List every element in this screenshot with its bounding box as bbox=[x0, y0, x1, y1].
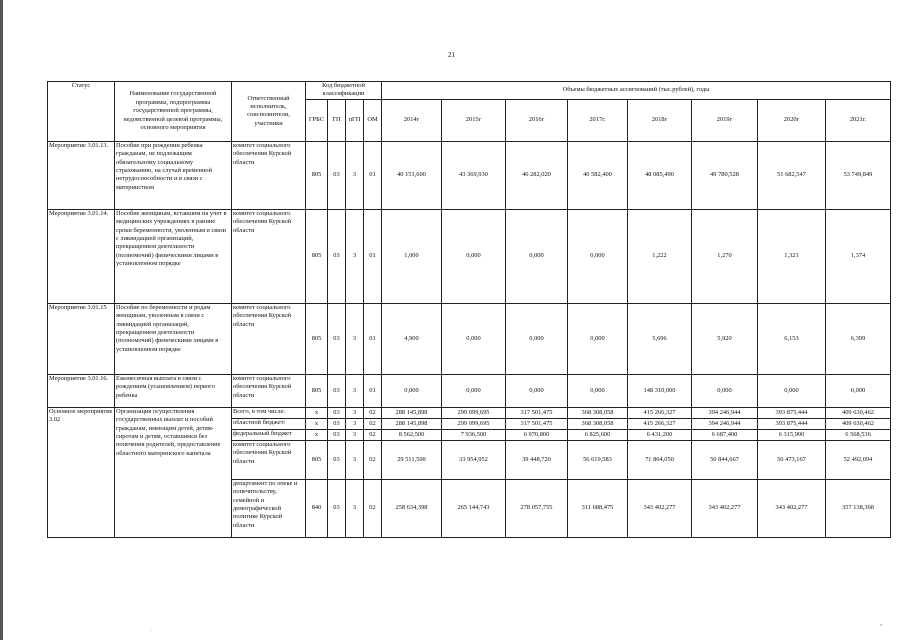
cell-code: х bbox=[306, 418, 328, 429]
cell-value: 394 246,944 bbox=[692, 407, 758, 418]
scan-noise: ° bbox=[880, 624, 883, 630]
cell-code: 03 bbox=[328, 374, 346, 407]
header-year: 2015г bbox=[442, 99, 506, 141]
cell-name: Пособие при рождении ребенка гражданам, не подлежащим обязательному социальному страхованию, на случай временной нетрудоспособности и в связи с материнством bbox=[115, 141, 232, 209]
cell-responsible: департамент по опеке и попечительству, семейной и демографической политике Курской области bbox=[232, 479, 306, 537]
cell-value: 33 954,952 bbox=[442, 440, 506, 479]
table-body bbox=[48, 141, 891, 537]
cell-code: 3 bbox=[346, 141, 364, 209]
cell-code: 805 bbox=[306, 303, 328, 374]
cell-value: 317 501,475 bbox=[506, 418, 568, 429]
cell-value: 6 431,200 bbox=[628, 429, 692, 440]
cell-value: 0,000 bbox=[506, 209, 568, 303]
cell-value: 6 825,600 bbox=[568, 429, 628, 440]
cell-value: 1,000 bbox=[382, 209, 442, 303]
header-responsible: Ответственный исполнитель, соисполнители, участники bbox=[232, 82, 306, 142]
header-code-col: ГРБС bbox=[306, 99, 328, 141]
cell-value: 8 562,500 bbox=[382, 429, 442, 440]
table-row bbox=[48, 407, 891, 418]
header-status: Статус bbox=[48, 82, 115, 142]
cell-value: 50 844,667 bbox=[692, 440, 758, 479]
cell-value: 0,000 bbox=[758, 374, 826, 407]
cell-code: 02 bbox=[364, 440, 382, 479]
cell-value: 311 688,475 bbox=[568, 479, 628, 537]
cell-value: 29 511,500 bbox=[382, 440, 442, 479]
cell-value: 4,900 bbox=[382, 303, 442, 374]
cell-value: 1,270 bbox=[692, 209, 758, 303]
cell-code: 3 bbox=[346, 418, 364, 429]
cell-value: 317 501,475 bbox=[506, 407, 568, 418]
cell-value: 0,000 bbox=[382, 374, 442, 407]
cell-value: 265 144,743 bbox=[442, 479, 506, 537]
header-code-col: ОМ bbox=[364, 99, 382, 141]
cell-value: 278 057,755 bbox=[506, 479, 568, 537]
cell-value: 343 402,277 bbox=[628, 479, 692, 537]
cell-responsible: комитет социального обеспечения Курской области bbox=[232, 440, 306, 479]
cell-value: 52 492,094 bbox=[826, 440, 891, 479]
table-row bbox=[48, 303, 891, 374]
cell-value: 49 780,528 bbox=[692, 141, 758, 209]
cell-value: 6 568,536 bbox=[826, 429, 891, 440]
cell-value: 0,000 bbox=[826, 374, 891, 407]
budget-table bbox=[47, 81, 891, 538]
header-year: 2018г bbox=[628, 99, 692, 141]
cell-responsible: комитет социального обеспечения Курской области bbox=[232, 374, 306, 407]
header-year: 2021г. bbox=[826, 99, 891, 141]
cell-value: 343 402,277 bbox=[758, 479, 826, 537]
cell-value: 40 582,400 bbox=[568, 141, 628, 209]
cell-value: 6 315,900 bbox=[758, 429, 826, 440]
cell-value: 368 308,058 bbox=[568, 407, 628, 418]
cell-code: 3 bbox=[346, 479, 364, 537]
cell-value: 288 145,898 bbox=[382, 418, 442, 429]
cell-value: 258 634,398 bbox=[382, 479, 442, 537]
cell-value: 0,000 bbox=[568, 374, 628, 407]
cell-code: 03 bbox=[328, 418, 346, 429]
cell-responsible: комитет социального обеспечения Курской области bbox=[232, 141, 306, 209]
page-number: 21 bbox=[448, 51, 455, 59]
cell-code: 3 bbox=[346, 303, 364, 374]
cell-value: 0,000 bbox=[442, 209, 506, 303]
cell-code: 3 bbox=[346, 440, 364, 479]
cell-value: 46 282,020 bbox=[506, 141, 568, 209]
cell-value: 0,000 bbox=[506, 303, 568, 374]
cell-code: 805 bbox=[306, 141, 328, 209]
cell-code: 3 bbox=[346, 407, 364, 418]
cell-value: 6 970,800 bbox=[506, 429, 568, 440]
cell-value: 39 448,720 bbox=[506, 440, 568, 479]
cell-status: Мероприятие 3.01.14. bbox=[48, 209, 115, 303]
cell-code: 01 bbox=[364, 209, 382, 303]
cell-code: 03 bbox=[328, 141, 346, 209]
cell-value: 415 266,327 bbox=[628, 418, 692, 429]
cell-code: 03 bbox=[328, 209, 346, 303]
cell-name: Пособие женщинам, вставшим на учет в медицинских учреждениях в ранние сроки беременности, уволенным в связи с ликвидацией организаций, прекращением деятельности (полномочий) физическими лицами в установленном порядке bbox=[115, 209, 232, 303]
cell-name: Организация осуществления государственных выплат и пособий гражданам, имеющим детей, детям-сиротам и детям, оставшимся без попечения родителей, предоставление областного материнского капитала bbox=[115, 407, 232, 537]
cell-code: 3 bbox=[346, 374, 364, 407]
header-year: 2019г bbox=[692, 99, 758, 141]
cell-code: 03 bbox=[328, 479, 346, 537]
cell-value: 6 687,400 bbox=[692, 429, 758, 440]
cell-value: 409 630,462 bbox=[826, 418, 891, 429]
cell-code: 03 bbox=[328, 429, 346, 440]
cell-value: 6,153 bbox=[758, 303, 826, 374]
header-year: 2014г bbox=[382, 99, 442, 141]
header-year: 2020г bbox=[758, 99, 826, 141]
cell-value: 0,000 bbox=[568, 303, 628, 374]
cell-responsible: областной бюджет/ bbox=[232, 418, 306, 429]
cell-status: Мероприятие 3.01.13. bbox=[48, 141, 115, 209]
cell-responsible: комитет социального обеспечения Курской области bbox=[232, 303, 306, 374]
cell-value: 71 864,050 bbox=[628, 440, 692, 479]
cell-code: х bbox=[306, 429, 328, 440]
cell-responsible: федеральный бюджет bbox=[232, 429, 306, 440]
cell-value: 299 099,695 bbox=[442, 418, 506, 429]
cell-name: Пособие по беременности и родам женщинам, уволенным в связи с ликвидацией организаций, прекращением деятельности (полномочий) физическими лицами в установленном порядке bbox=[115, 303, 232, 374]
cell-status: Мероприятие 3.01.16. bbox=[48, 374, 115, 407]
cell-value: 415 266,327 bbox=[628, 407, 692, 418]
cell-status: Мероприятие 3.01.15 bbox=[48, 303, 115, 374]
header-code-group: Код бюджетной классификации bbox=[306, 82, 382, 100]
header-code-col: ГП bbox=[328, 99, 346, 141]
cell-code: 805 bbox=[306, 440, 328, 479]
header-volume-group: Объемы бюджетных ассигнований (тыс.рублей), годы bbox=[382, 82, 891, 100]
table-row bbox=[48, 374, 891, 407]
cell-code: 03 bbox=[328, 440, 346, 479]
cell-code: 02 bbox=[364, 429, 382, 440]
cell-status: Основное мероприятие 3.02 bbox=[48, 407, 115, 537]
cell-value: 0,000 bbox=[568, 209, 628, 303]
scan-edge bbox=[0, 0, 3, 640]
cell-code: 03 bbox=[328, 407, 346, 418]
cell-code: 01 bbox=[364, 374, 382, 407]
table-row bbox=[48, 209, 891, 303]
cell-value: 43 369,930 bbox=[442, 141, 506, 209]
header-row bbox=[48, 82, 891, 100]
scan-noise: · bbox=[150, 628, 152, 634]
cell-code: 01 bbox=[364, 303, 382, 374]
header-year: 2017г. bbox=[568, 99, 628, 141]
cell-value: 0,000 bbox=[442, 303, 506, 374]
cell-responsible: Всего, в том числе: bbox=[232, 407, 306, 418]
cell-code: 02 bbox=[364, 418, 382, 429]
cell-code: 3 bbox=[346, 429, 364, 440]
header-code-col: пГП bbox=[346, 99, 364, 141]
cell-value: 299 099,695 bbox=[442, 407, 506, 418]
table-row bbox=[48, 141, 891, 209]
cell-name: Ежемесячная выплата в связи с рождением (усыновлением) первого ребенка bbox=[115, 374, 232, 407]
cell-value: 148 310,000 bbox=[628, 374, 692, 407]
cell-code: 3 bbox=[346, 209, 364, 303]
table-header bbox=[48, 82, 891, 142]
cell-code: 805 bbox=[306, 374, 328, 407]
cell-value: 394 246,944 bbox=[692, 418, 758, 429]
cell-code: 03 bbox=[328, 303, 346, 374]
cell-value: 409 630,462 bbox=[826, 407, 891, 418]
cell-code: 02 bbox=[364, 407, 382, 418]
cell-value: 5,920 bbox=[692, 303, 758, 374]
cell-value: 288 145,898 bbox=[382, 407, 442, 418]
cell-value: 48 085,490 bbox=[628, 141, 692, 209]
cell-value: 357 138,368 bbox=[826, 479, 891, 537]
cell-value: 0,000 bbox=[692, 374, 758, 407]
cell-value: 1,321 bbox=[758, 209, 826, 303]
cell-value: 51 682,547 bbox=[758, 141, 826, 209]
cell-code: 02 bbox=[364, 479, 382, 537]
cell-value: 0,000 bbox=[442, 374, 506, 407]
cell-value: 393 875,444 bbox=[758, 418, 826, 429]
cell-code: 805 bbox=[306, 209, 328, 303]
cell-code: х bbox=[306, 407, 328, 418]
header-year: 2016г bbox=[506, 99, 568, 141]
cell-value: 368 308,058 bbox=[568, 418, 628, 429]
cell-value: 56 619,583 bbox=[568, 440, 628, 479]
cell-value: 1,222 bbox=[628, 209, 692, 303]
cell-value: 50 473,167 bbox=[758, 440, 826, 479]
cell-value: 0,000 bbox=[506, 374, 568, 407]
cell-code: 01 bbox=[364, 141, 382, 209]
header-name: Наименование государственной программы, подпрограммы государственной программы, ведомственной целевой программы, основного мероприятия bbox=[115, 82, 232, 142]
cell-value: 1,374 bbox=[826, 209, 891, 303]
cell-responsible: комитет социального обеспечения Курской области bbox=[232, 209, 306, 303]
cell-value: 393 875,444 bbox=[758, 407, 826, 418]
cell-value: 40 151,600 bbox=[382, 141, 442, 209]
cell-value: 343 402,277 bbox=[692, 479, 758, 537]
cell-value: 7 936,500 bbox=[442, 429, 506, 440]
cell-value: 53 749,849 bbox=[826, 141, 891, 209]
cell-value: 6,399 bbox=[826, 303, 891, 374]
cell-value: 5,696 bbox=[628, 303, 692, 374]
cell-code: 840 bbox=[306, 479, 328, 537]
